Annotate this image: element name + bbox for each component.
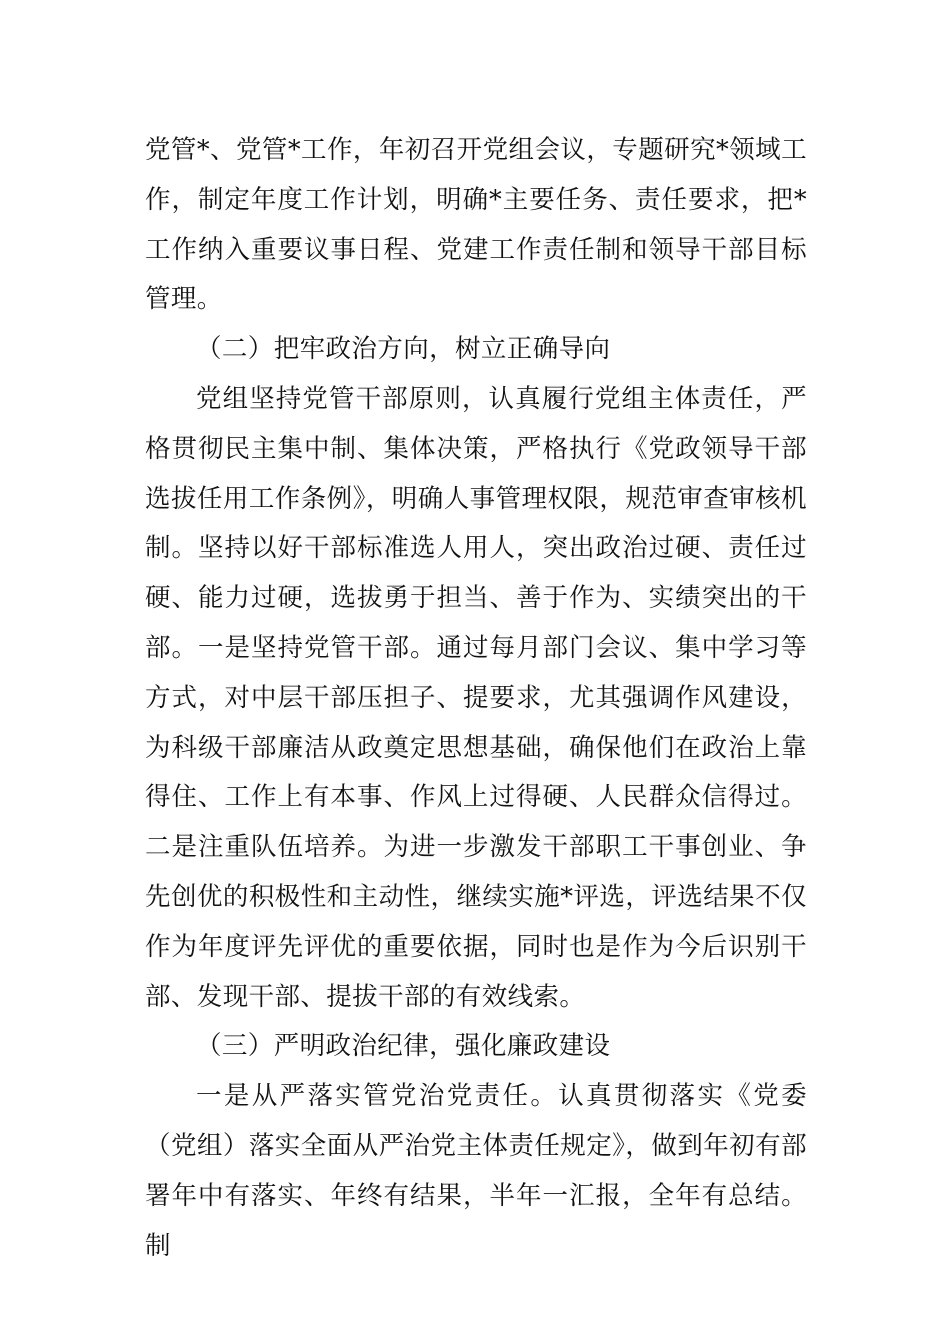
body-paragraph-continued: 党管*、党管*工作，年初召开党组会议，专题研究*领域工作，制定年度工作计划，明确*主要任务、责任要求，把*工作纳入重要议事日程、党建工作责任制和领导干部目标管理。 [145,135,807,315]
body-paragraph-cadre-management: 党组坚持党管干部原则，认真履行党组主体责任，严格贯彻民主集中制、集体决策，严格执行《党政领导干部选拔任用工作条例》，明确人事管理权限，规范审查审核机制。坚持以好干部标准选人用人，突出政治过硬、责任过硬、能力过硬，选拔勇于担当、善于作为、实绩突出的干部。一是坚持党管干部。通过每月部门会议、集中学习等方式，对中层干部压担子、提要求，尤其强调作风建设，为科级干部廉洁从政奠定思想基础，确保他们在政治上靠得住、工作上有本事、作风上过得硬、人民群众信得过。二是注重队伍培养。为进一步激发干部职工干事创业、争先创优的积极性和主动性，继续实施*评选，评选结果不仅作为年度评先评优的重要依据，同时也是作为今后识别干部、发现干部、提拔干部的有效线索。 [145,383,807,1012]
document-page [145,126,807,1271]
section-heading-3: （三）严明政治纪律，强化廉政建设 [196,1031,611,1062]
body-paragraph-party-governance: 一是从严落实管党治党责任。认真贯彻落实《党委（党组）落实全面从严治党主体责任规定》，做到年初有部署年中有落实、年终有结果，半年一汇报，全年有总结。制 [145,1081,807,1261]
section-heading-2: （二）把牢政治方向，树立正确导向 [196,334,611,365]
